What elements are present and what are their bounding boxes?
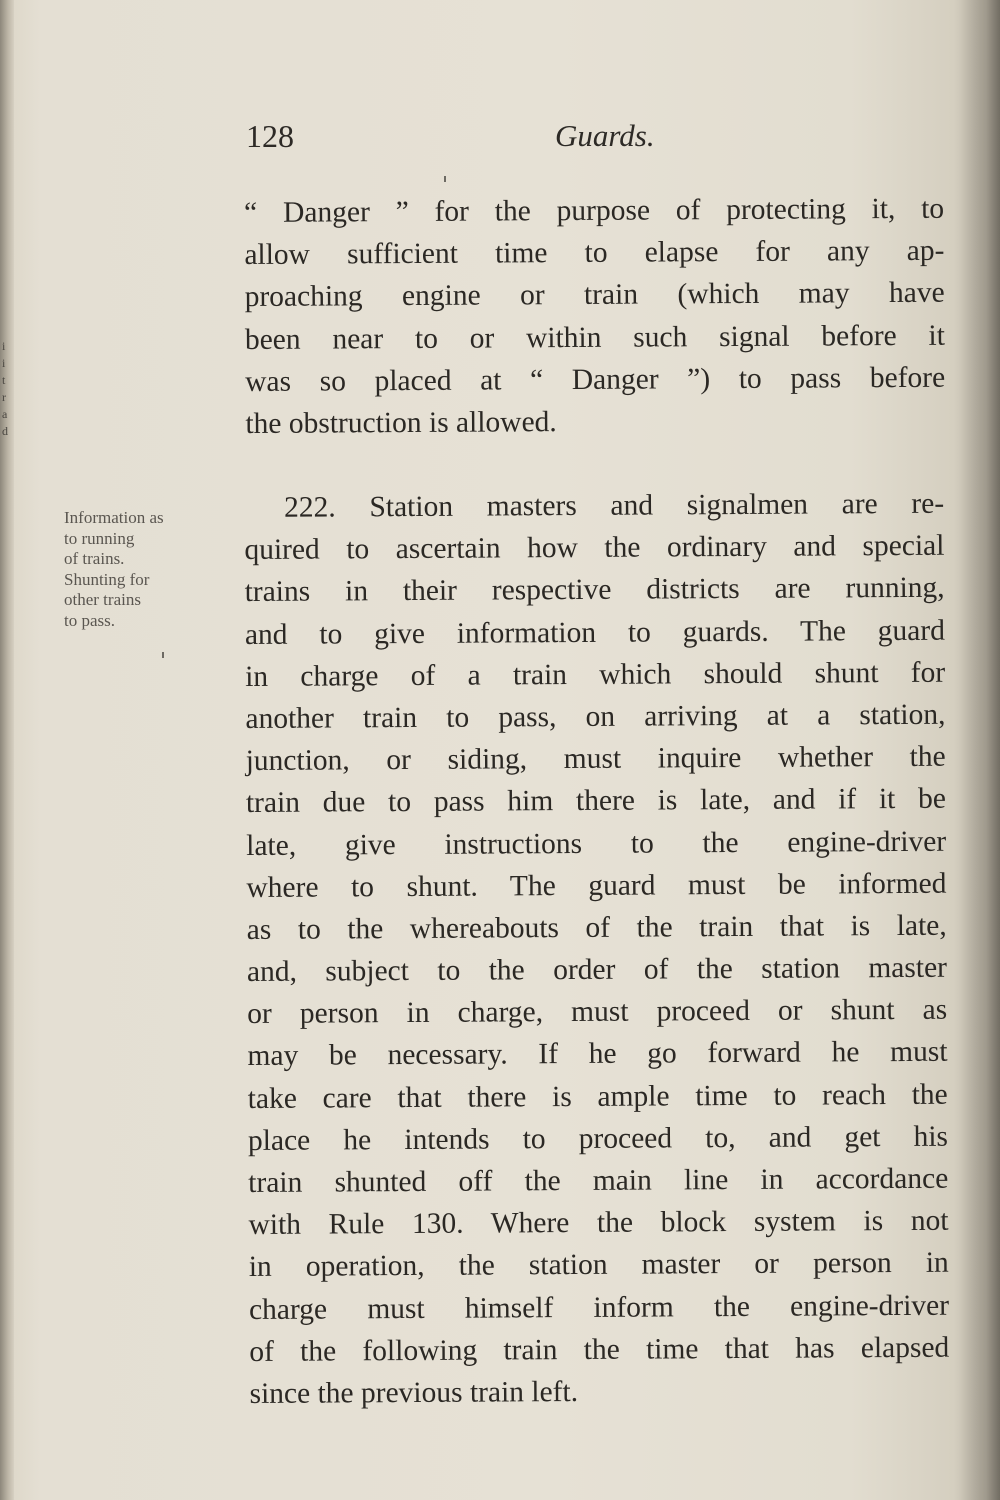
text-line: and to give information to guards. The guard — [244, 614, 945, 651]
text-line: or person in charge, must proceed or shunt as — [247, 993, 948, 1031]
text-line: allow sufficient time to elapse for any ap- — [244, 234, 945, 272]
text-line: in operation, the station master or person in — [248, 1247, 949, 1284]
page-number: 128 — [246, 118, 294, 154]
page-gutter-shadow — [954, 0, 1000, 1500]
text-line: 222. Station masters and signalmen are re- — [284, 487, 945, 524]
text-line: in charge of a train which should shunt for — [245, 656, 946, 693]
text-line: as to the whereabouts of the train that is late, — [246, 909, 947, 946]
text-line: was so placed at “ Danger ”) to pass before — [245, 361, 946, 398]
rule-222-paragraph — [244, 483, 950, 1415]
print-speck — [162, 652, 164, 658]
text-line: the obstruction is allowed. — [245, 406, 557, 440]
margin-note-line: other trains — [64, 590, 141, 609]
margin-note-line: of trains. — [64, 549, 125, 568]
margin-note-line: Shunting for — [64, 569, 150, 589]
margin-note-line: Information as — [64, 508, 164, 527]
adjacent-letter: a — [2, 407, 8, 421]
text-line: another train to pass, on arriving at a station, — [245, 698, 946, 735]
text-line: since the previous train left. — [249, 1375, 579, 1410]
text-line: been near to or within such signal before it — [244, 319, 945, 356]
page-header — [0, 118, 1000, 162]
text-line: trains in their respective districts are running, — [244, 572, 945, 609]
running-title: Guards. — [555, 118, 655, 153]
text-line: proaching engine or train (which may have — [244, 277, 945, 314]
margin-note — [64, 508, 234, 631]
adjacent-letter: t — [2, 373, 6, 387]
text-line: take care that there is ample time to reach the — [247, 1078, 948, 1115]
margin-note-line: to pass. — [64, 610, 115, 630]
adjacent-letter: r — [2, 390, 6, 404]
text-line: charge must himself inform the engine-driver — [248, 1289, 950, 1326]
adjacent-letter: d — [2, 424, 8, 438]
text-line: train due to pass him there is late, and if it be — [245, 783, 947, 820]
text-line: train shunted off the main line in accordance — [248, 1162, 949, 1199]
adjacent-page-letters — [2, 338, 14, 440]
text-line: of the following train the time that has elapsed — [249, 1331, 950, 1368]
text-line: place he intends to proceed to, and get his — [247, 1120, 949, 1157]
adjacent-page-edge — [0, 0, 14, 1500]
text-line: “ Danger ” for the purpose of protecting it, to — [244, 192, 945, 229]
paragraph-continuation — [244, 188, 946, 445]
text-line: may be necessary. If he go forward he must — [247, 1036, 948, 1073]
text-line: with Rule 130. Where the block system is not — [248, 1204, 949, 1242]
margin-note-line: to running — [64, 528, 135, 548]
text-line: junction, or siding, must inquire whether the — [245, 740, 946, 778]
text-line: where to shunt. The guard must be informed — [246, 867, 947, 904]
adjacent-letter: i — [2, 356, 6, 370]
text-line: and, subject to the order of the station master — [246, 951, 948, 989]
print-speck — [444, 176, 446, 182]
adjacent-letter: i — [2, 339, 6, 353]
text-line: late, give instructions to the engine-driver — [246, 825, 947, 862]
text-line: quired to ascertain how the ordinary and special — [244, 529, 945, 567]
